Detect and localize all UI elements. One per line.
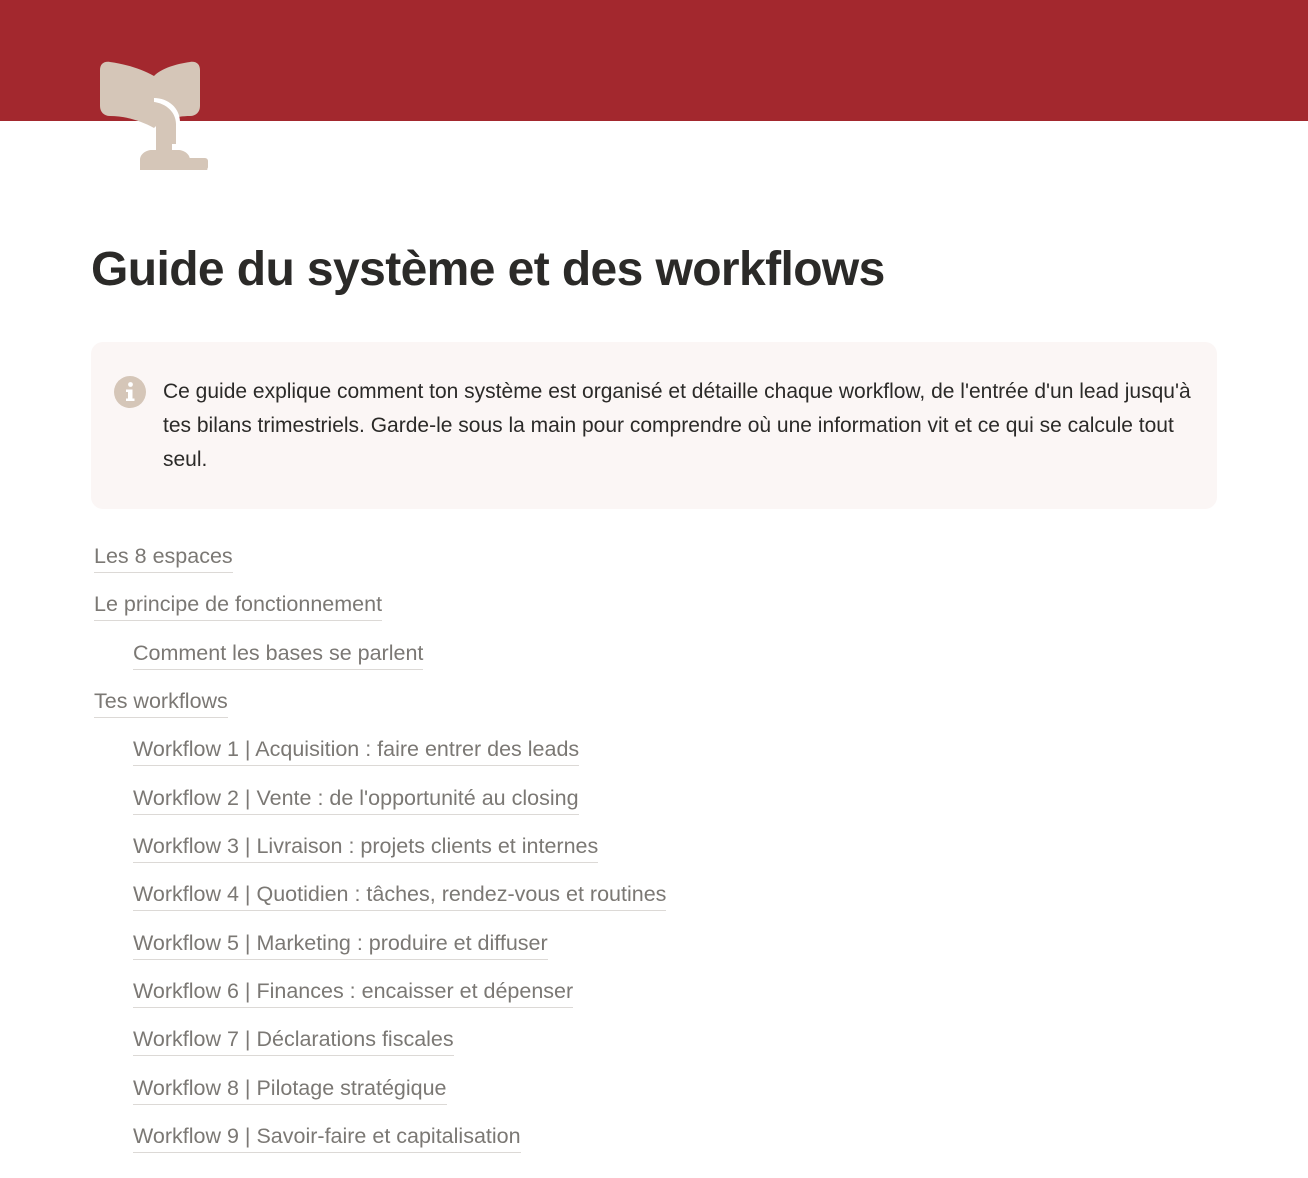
toc-item-workflow-5[interactable]: Workflow 5 | Marketing : produire et diffuser [133,928,548,962]
toc-item-workflow-1[interactable]: Workflow 1 | Acquisition : faire entrer des leads [133,734,579,768]
toc-item-tes-workflows[interactable]: Tes workflows [94,686,228,720]
toc-item-workflow-6[interactable]: Workflow 6 | Finances : encaisser et dépenser [133,976,573,1010]
toc-item-workflow-4[interactable]: Workflow 4 | Quotidien : tâches, rendez-vous et routines [133,879,666,913]
info-callout[interactable] [91,342,1217,509]
toc-item-workflow-9[interactable]: Workflow 9 | Savoir-faire et capitalisation [133,1121,521,1155]
page-title[interactable]: Guide du système et des workflows [91,243,885,296]
toc-item-workflow-7[interactable]: Workflow 7 | Déclarations fiscales [133,1024,454,1058]
info-icon [114,376,146,408]
toc-item-principe-fonctionnement[interactable]: Le principe de fonctionnement [94,589,382,623]
toc-item-workflow-8[interactable]: Workflow 8 | Pilotage stratégique [133,1073,447,1107]
toc-item-workflow-2[interactable]: Workflow 2 | Vente : de l'opportunité au closing [133,783,579,817]
book-signpost-logo-icon[interactable] [96,58,212,174]
toc-item-comment-bases-parlent[interactable]: Comment les bases se parlent [133,638,423,672]
toc-item-workflow-3[interactable]: Workflow 3 | Livraison : projets clients et internes [133,831,598,865]
callout-text[interactable]: Ce guide explique comment ton système est organisé et détaille chaque workflow, de l'entrée d'un lead jusqu'à tes bilans trimestriels. Garde-le sous la main pour comprendre où une information vit et ce qui se calcule tout seul. [163,380,1191,471]
toc-item-les-8-espaces[interactable]: Les 8 espaces [94,541,233,575]
